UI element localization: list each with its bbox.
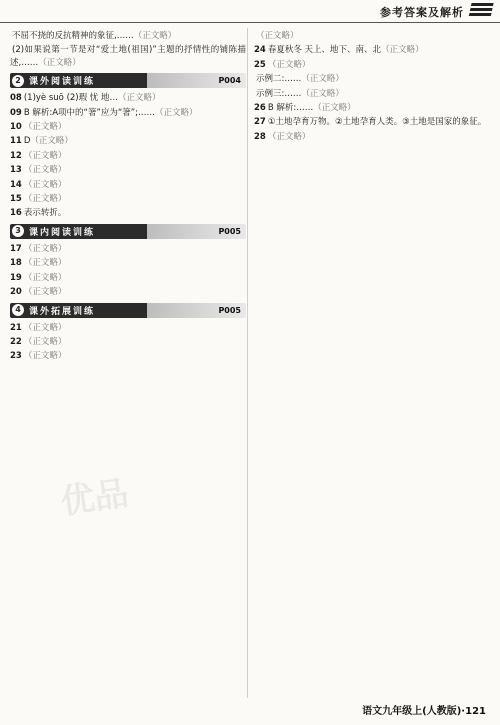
answer-item: （正文略）: [256, 31, 299, 41]
answer-item: 22 （正文略）: [10, 336, 67, 347]
answer-item: 不屈不挠的反抗精神的象征,……（正文略）: [12, 31, 177, 41]
section-number-badge: 2: [12, 75, 24, 87]
answer-item: 19 （正文略）: [10, 272, 67, 283]
answer-item: 18 （正文略）: [10, 258, 67, 269]
header-title: 参考答案及解析: [380, 6, 464, 19]
section-bar-s4: [10, 303, 246, 318]
watermark: 优品: [58, 473, 131, 523]
answer-item: 28 （正文略）: [254, 131, 311, 142]
answer-item: 10 （正文略）: [10, 122, 67, 133]
answer-item: 24 春夏秋冬 天上、地下、南、北（正文略）: [254, 45, 424, 56]
answer-item: 20 （正文略）: [10, 287, 67, 298]
answer-item: (2)如果说第一节是对“爱土地(祖国)”主题的抒情性的铺陈描述,……（正文略）: [10, 45, 246, 68]
answer-item: 25 （正文略）: [254, 59, 311, 70]
section-bar-s2: [10, 73, 246, 88]
column-divider: [247, 28, 248, 698]
answer-item: 16 表示转折。: [10, 208, 67, 219]
answer-item: 12 （正文略）: [10, 150, 67, 161]
section-page-ref: P005: [218, 305, 241, 315]
answer-item: 08 (1)yè suō (2)瑕 忧 地…（正文略）: [10, 93, 161, 104]
section-title: 课外阅读训练: [29, 77, 96, 88]
section-number-badge: 3: [12, 225, 24, 237]
section-page-ref: P005: [218, 226, 241, 236]
answer-item: 示例二:……（正文略）: [256, 74, 344, 85]
section-page-ref: P004: [218, 76, 241, 86]
answer-item: 示例三:……（正文略）: [256, 88, 344, 99]
section-bar-s3: [10, 224, 246, 239]
page-header: [0, 0, 500, 23]
answer-item: 11 D（正文略）: [10, 136, 73, 147]
answer-item: 14 （正文略）: [10, 179, 67, 190]
answer-item: 09 B 解析:A项中的“箸”应为“箸”;……（正文略）: [10, 107, 198, 118]
section-title: 课外拓展训练: [29, 306, 96, 317]
answer-item: 23 （正文略）: [10, 351, 67, 362]
answer-item: 26 B 解析:……（正文略）: [254, 103, 356, 114]
answer-item: 21 （正文略）: [10, 322, 67, 333]
answer-item: 15 （正文略）: [10, 194, 67, 205]
answer-item: 17 （正文略）: [10, 243, 67, 254]
answer-item: 13 （正文略）: [10, 165, 67, 176]
answer-item: 27 ①土地孕育万物。②土地孕育人类。③土地是国家的象征。: [254, 117, 487, 128]
right-column: [254, 30, 490, 695]
section-title: 课内阅读训练: [29, 227, 96, 238]
left-column: [10, 30, 246, 695]
page-footer: 语文九年级上(人教版)·121: [362, 706, 486, 717]
section-number-badge: 4: [12, 304, 24, 316]
header-stripe-icon: [468, 3, 493, 18]
